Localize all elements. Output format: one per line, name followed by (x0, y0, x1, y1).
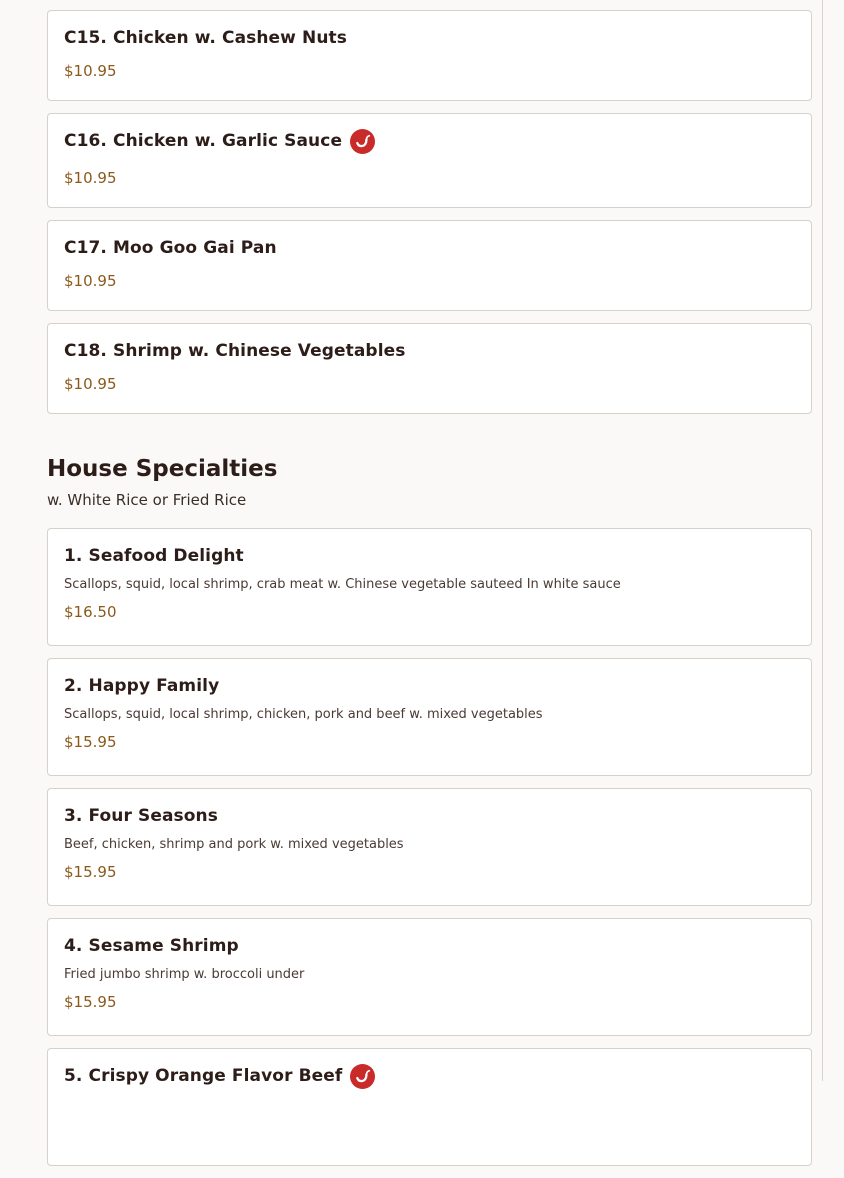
item-description: Scallops, squid, local shrimp, chicken, pork and beef w. mixed vegetables (64, 707, 543, 722)
item-price: $15.95 (64, 993, 117, 1011)
menu-item-card[interactable] (47, 323, 812, 414)
item-name: 4. Sesame Shrimp (64, 936, 239, 956)
section-header-house-specialties (47, 426, 812, 509)
item-description: Beef, chicken, shrimp and pork w. mixed vegetables (64, 837, 404, 852)
item-description: Scallops, squid, local shrimp, crab meat w. Chinese vegetable sauteed In white sauce (64, 577, 621, 592)
menu-item-card[interactable] (47, 1048, 812, 1166)
item-name: C18. Shrimp w. Chinese Vegetables (64, 341, 406, 361)
item-name: C17. Moo Goo Gai Pan (64, 238, 277, 258)
item-name: 1. Seafood Delight (64, 546, 244, 566)
item-price: $10.95 (64, 62, 117, 80)
menu-item-card[interactable] (47, 788, 812, 906)
spicy-pepper-icon (350, 129, 375, 154)
section-title: House Specialties (47, 456, 278, 482)
menu-item-card[interactable] (47, 10, 812, 101)
item-name: C15. Chicken w. Cashew Nuts (64, 28, 347, 48)
item-price: $10.95 (64, 375, 117, 393)
item-description: Fried jumbo shrimp w. broccoli under (64, 967, 305, 982)
item-price: $10.95 (64, 169, 117, 187)
menu-content (47, 10, 812, 1178)
item-price: $16.50 (64, 603, 117, 621)
menu-item-card[interactable] (47, 113, 812, 208)
item-name: 3. Four Seasons (64, 806, 218, 826)
menu-item-card[interactable] (47, 528, 812, 646)
menu-item-card[interactable] (47, 918, 812, 1036)
item-name: C16. Chicken w. Garlic Sauce (64, 131, 343, 151)
menu-item-card[interactable] (47, 658, 812, 776)
item-price: $15.95 (64, 733, 117, 751)
section-subtitle: w. White Rice or Fried Rice (47, 491, 247, 509)
spicy-pepper-icon (350, 1064, 375, 1089)
item-price: $15.95 (64, 863, 117, 881)
menu-item-card[interactable] (47, 220, 812, 311)
item-price: $10.95 (64, 272, 117, 290)
item-name: 5. Crispy Orange Flavor Beef (64, 1066, 343, 1086)
item-name: 2. Happy Family (64, 676, 220, 696)
page-right-divider (822, 0, 823, 1081)
